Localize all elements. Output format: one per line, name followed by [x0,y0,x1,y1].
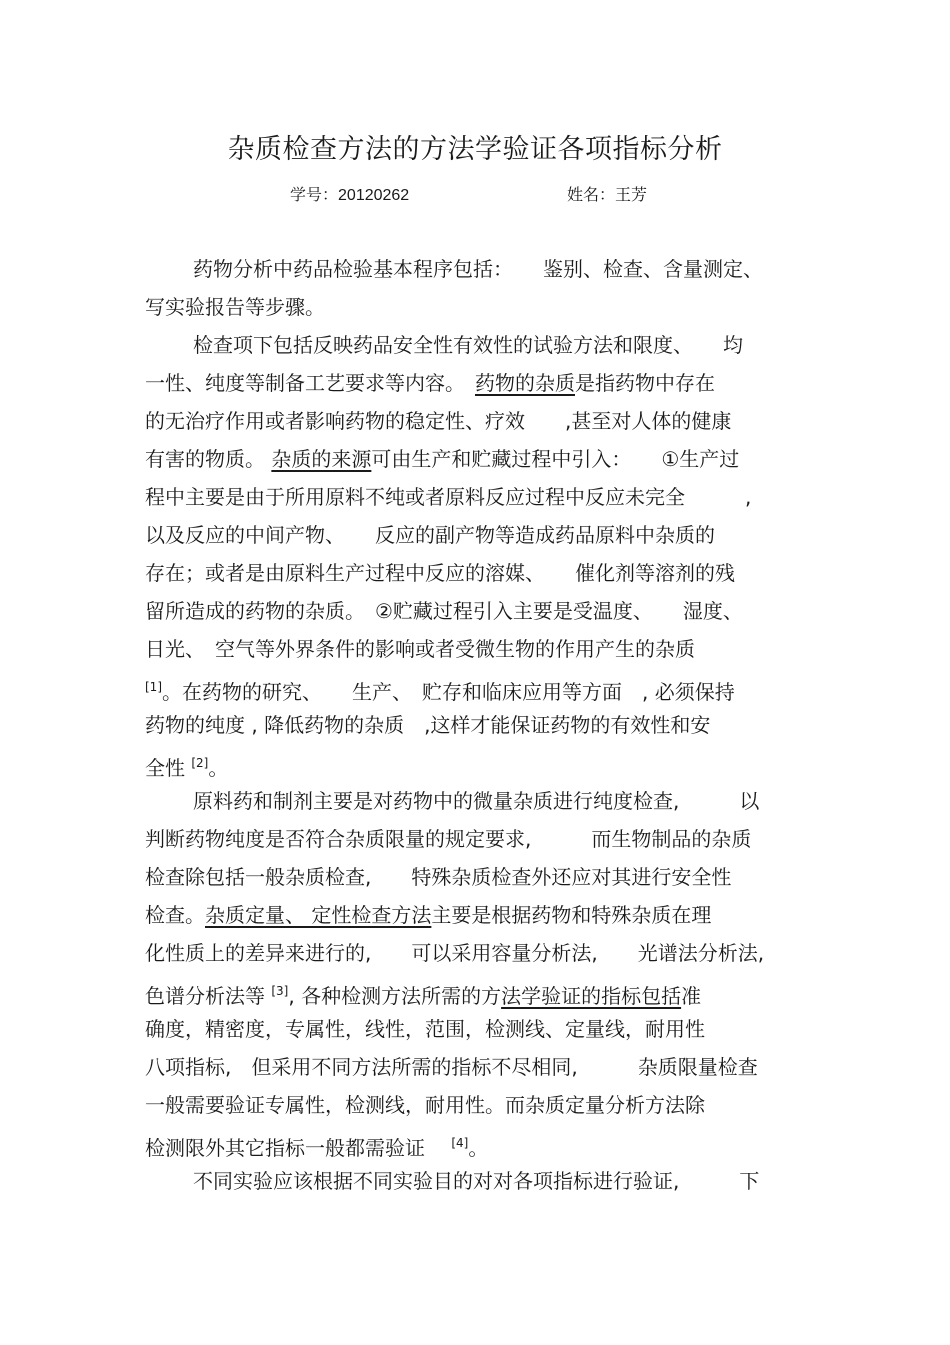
text-segment: 是指药物中存在 [575,371,715,395]
text-segment: 药物的纯度 , 降低药物的杂质 ,这样才能保证药物的有效性和安 [145,713,711,737]
text-segment: 可由生产和贮藏过程中引入： ①生产过 [371,447,740,471]
text-segment: 全性 [145,756,192,780]
text-segment: 日光、 空气等外界条件的影响或者受微生物的作用产生的杂质 [145,637,695,661]
text-line [145,294,325,320]
text-segment: 原料药和制剂主要是对药物中的微量杂质进行纯度检查, 以 [193,789,760,813]
text-line [145,636,695,662]
text-line [145,674,735,705]
student-name-label: 姓名： [567,185,616,204]
text-segment: 八项指标, 但采用不同方法所需的指标不尽相同, 杂质限量检查 [145,1055,758,1079]
text-line [145,560,735,586]
text-segment: 。在药物的研究、 生产、 贮存和临床应用等方面 , 必须保持 [162,680,735,704]
citation-ref: [1] [145,680,162,694]
text-line [145,370,715,396]
text-line [145,522,715,548]
text-line [145,484,751,510]
underlined-term: 杂质的来源 [271,447,372,471]
text-segment: 一性、纯度等制备工艺要求等内容。 [145,371,475,395]
text-segment: 检查项下包括反映药品安全性有效性的试验方法和限度、 均 [193,333,743,357]
text-line [145,864,731,890]
text-segment: 药物分析中药品检验基本程序包括： 鉴别、检查、含量测定、 [193,257,763,281]
text-segment: 确度，精密度，专属性，线性，范围，检测线、定量线，耐用性 [145,1017,705,1041]
text-segment: 化性质上的差异来进行的, 可以采用容量分析法, 光谱法分析法, [145,941,765,965]
text-line [193,1168,759,1194]
citation-ref: [4] [451,1136,469,1150]
text-line [145,1092,705,1118]
text-line [145,978,701,1009]
text-segment: 不同实验应该根据不同实验目的对对各项指标进行验证, 下 [193,1169,760,1193]
text-line [145,1130,488,1161]
text-segment: 判断药物纯度是否符合杂质限量的规定要求, 而生物制品的杂质 [145,827,752,851]
student-id-field [290,182,409,205]
text-segment: , 各种检测方法所需的方 [288,984,502,1008]
citation-ref: [3] [271,984,289,998]
text-line [145,826,751,852]
text-segment: 留所造成的药物的杂质。 ②贮藏过程引入主要是受温度、 湿度、 [145,599,743,623]
underlined-term: 法学验证的指标包括 [501,984,682,1008]
text-line [145,446,739,472]
underlined-term: 药物的杂质 [475,371,575,395]
underlined-term: 杂质定量、 定性检查方法 [205,903,432,927]
text-segment: 一般需要验证专属性，检测线，耐用性。而杂质定量分析方法除 [145,1093,705,1117]
document-title: 杂质检查方法的方法学验证各项指标分析 [227,134,723,165]
text-segment: 色谱分析法等 [145,984,272,1008]
text-segment: 有害的物质。 [145,447,272,471]
text-line [145,712,710,738]
text-segment: 检查。 [145,903,205,927]
text-line [145,598,743,624]
text-segment: 存在；或者是由原料生产过程中反应的溶媒、 催化剂等溶剂的残 [145,561,735,585]
text-line [145,750,228,781]
text-line [145,1054,758,1080]
text-segment: 主要是根据药物和特殊杂质在理 [431,903,712,927]
text-segment: 检测限外其它指标一般都需验证 [145,1136,452,1160]
text-line [145,1016,705,1042]
student-name-value: 王芳 [615,185,648,204]
text-segment: 以及反应的中间产物、 反应的副产物等造成药品原料中杂质的 [145,523,715,547]
text-segment: 准 [681,984,702,1008]
text-line [145,408,731,434]
text-line [145,940,764,966]
student-id-label: 学号： [290,185,339,204]
text-segment: 的无治疗作用或者影响药物的稳定性、疗效 ,甚至对人体的健康 [145,409,732,433]
text-line [193,256,763,282]
text-segment: 。 [468,1136,489,1160]
text-line [193,788,759,814]
student-id-value: 20120262 [338,187,410,204]
text-segment: 检查除包括一般杂质检查, 特殊杂质检查外还应对其进行安全性 [145,865,732,889]
text-segment: 。 [208,756,229,780]
text-segment: 写实验报告等步骤。 [145,295,325,319]
text-line [145,902,711,928]
text-line [193,332,743,358]
student-name-field [567,182,647,205]
text-segment: 程中主要是由于所用原料不纯或者原料反应过程中反应未完全 , [145,485,752,509]
citation-ref: [2] [191,756,209,770]
